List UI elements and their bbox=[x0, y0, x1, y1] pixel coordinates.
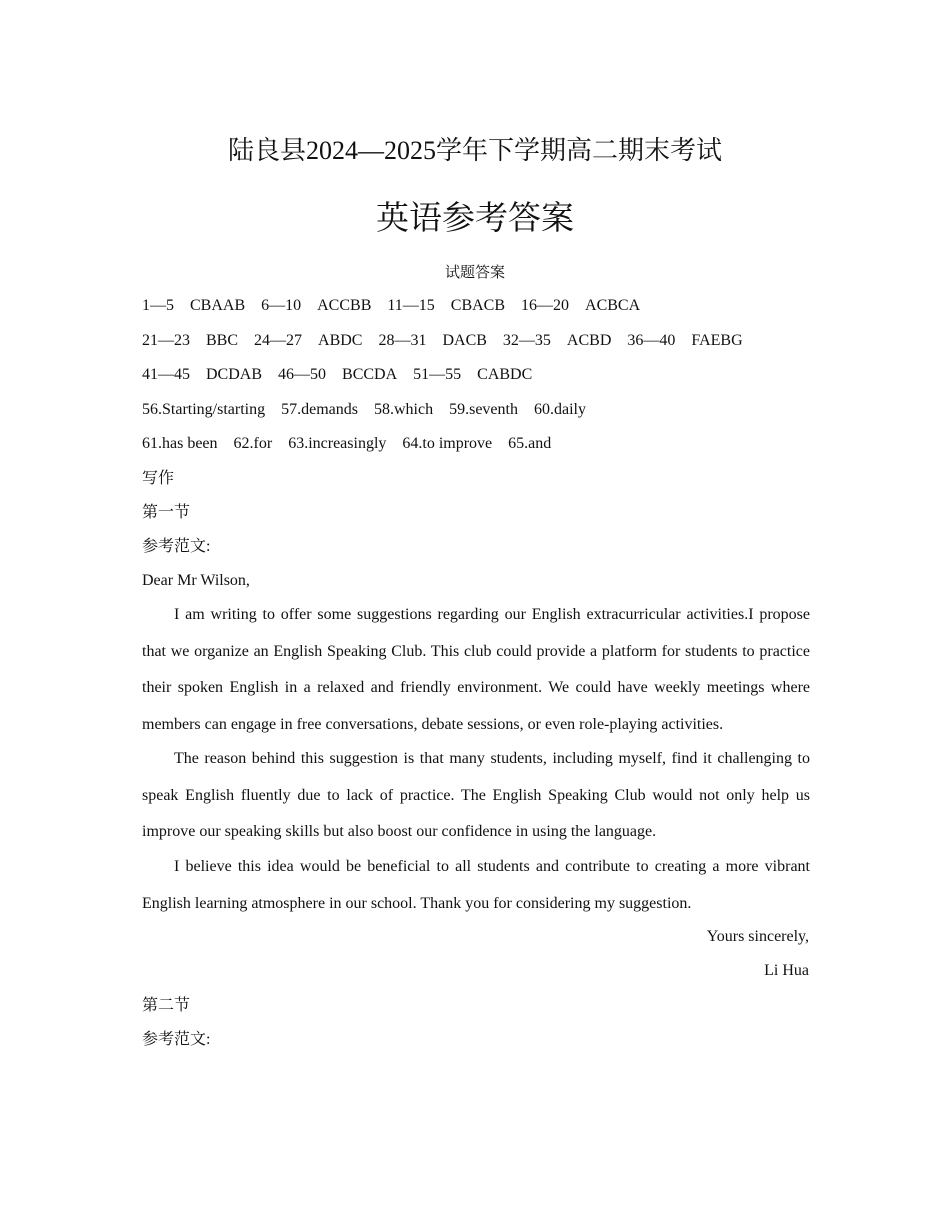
answer-row-1 bbox=[142, 296, 640, 316]
fill-answer: 64.to improve bbox=[402, 435, 493, 452]
fill-answer: 65.and bbox=[508, 435, 552, 452]
letter-paragraph-1: I am writing to offer some suggestions regarding our English extracurricular activities.I propose that we organize an English Speaking Club. This club could provide a platform for students to practice their spoken English in a relaxed and friendly environment. We could have weekly meetings where members can engage in free conversations, debate sessions, or even role-playing activities. bbox=[142, 606, 810, 734]
answer-row-3 bbox=[142, 365, 532, 385]
fill-answer: 59.seventh bbox=[449, 401, 518, 418]
answer-range: 21—23 bbox=[142, 332, 190, 349]
answer-range: 36—40 bbox=[627, 332, 676, 349]
answer-keys: ACBD bbox=[566, 332, 612, 349]
answer-range: 24—27 bbox=[254, 332, 303, 349]
letter-closing: Yours sincerely, bbox=[706, 928, 809, 945]
answer-row-2 bbox=[142, 331, 743, 351]
part2-sample-label: 参考范文: bbox=[142, 1031, 211, 1048]
answer-keys: DCDAB bbox=[206, 366, 263, 383]
fill-answer: 58.which bbox=[373, 401, 434, 418]
answer-keys: BBC bbox=[206, 332, 239, 349]
answer-keys: CBAAB bbox=[190, 297, 246, 314]
answer-keys: ACBCA bbox=[585, 297, 641, 314]
part1-sample-label: 参考范文: bbox=[142, 538, 211, 555]
letter-greeting: Dear Mr Wilson, bbox=[142, 572, 250, 589]
answer-keys: CBACB bbox=[450, 297, 506, 314]
answer-range: 11—15 bbox=[387, 297, 435, 314]
answer-keys: BCCDA bbox=[342, 366, 398, 383]
answer-range: 51—55 bbox=[413, 366, 462, 383]
exam-title: 陆良县2024—2025学年下学期高二期末考试 bbox=[227, 136, 722, 165]
answer-range: 1—5 bbox=[142, 297, 174, 314]
answers-caption: 试题答案 bbox=[444, 265, 505, 281]
answer-range: 41—45 bbox=[142, 366, 190, 383]
answer-range: 16—20 bbox=[521, 297, 570, 314]
answer-range: 6—10 bbox=[261, 297, 302, 314]
answer-keys: FAEBG bbox=[691, 332, 743, 349]
fill-answer: 62.for bbox=[233, 435, 273, 452]
answer-keys: CABDC bbox=[477, 366, 533, 383]
answer-range: 28—31 bbox=[378, 332, 427, 349]
answer-keys: ABDC bbox=[318, 332, 363, 349]
answer-row-4 bbox=[142, 400, 586, 420]
letter-paragraph-2: The reason behind this suggestion is that many students, including myself, find it challenging to speak English fluently due to lack of practice. The English Speaking Club would not only help us improve our speaking skills but also boost our confidence in using the language. bbox=[142, 750, 810, 841]
answer-range: 46—50 bbox=[278, 366, 327, 383]
letter-signature: Li Hua bbox=[764, 962, 809, 979]
answer-keys: ACCBB bbox=[317, 297, 372, 314]
answer-keys: DACB bbox=[442, 332, 487, 349]
letter-paragraph-3: I believe this idea would be beneficial to all students and contribute to creating a more vibrant English learning atmosphere in our school. Thank you for considering my suggestion. bbox=[142, 858, 810, 912]
answer-range: 32—35 bbox=[502, 332, 551, 349]
part2-heading: 第二节 bbox=[142, 997, 191, 1014]
fill-answer: 60.daily bbox=[533, 401, 586, 418]
fill-answer: 56.Starting/starting bbox=[142, 401, 266, 418]
fill-answer: 63.increasingly bbox=[288, 435, 387, 452]
part1-heading: 第一节 bbox=[142, 504, 191, 521]
subject-title: 英语参考答案 bbox=[376, 201, 574, 237]
writing-heading: 写作 bbox=[142, 470, 175, 487]
fill-answer: 61.has been bbox=[142, 435, 218, 452]
fill-answer: 57.demands bbox=[281, 401, 358, 418]
answer-row-5 bbox=[142, 434, 551, 454]
